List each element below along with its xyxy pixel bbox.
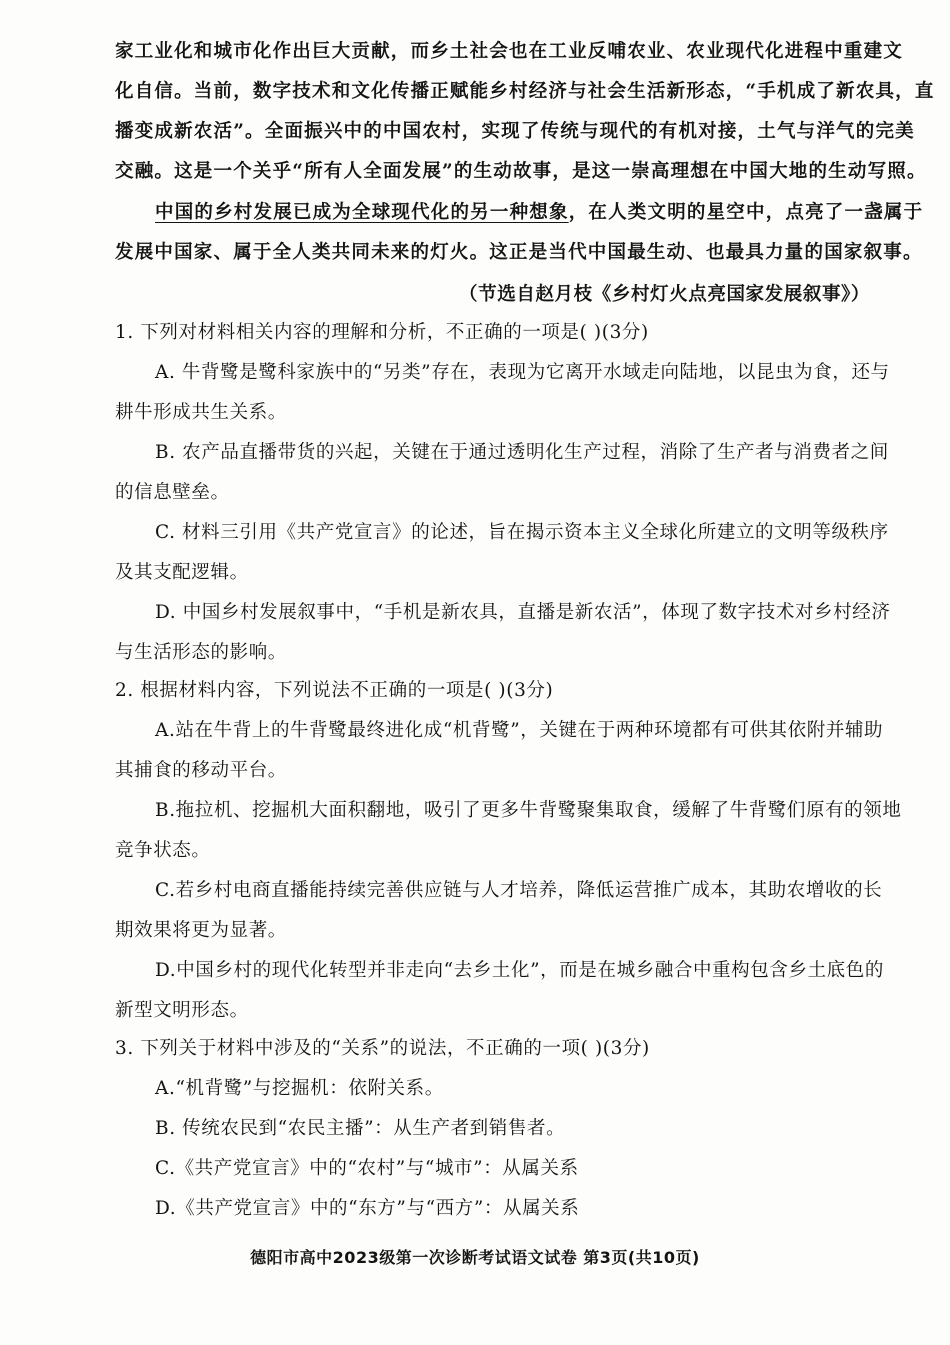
option-line: B. 农产品直播带货的兴起，关键在于通过透明化生产过程，消除了生产者与消费者之间 [155,442,889,463]
passage-line: 交融。这是一个关乎“所有人全面发展”的生动故事，是这一崇高理想在中国大地的生动写照。 [115,161,927,182]
option-line: 的信息壁垒。 [115,482,230,503]
option-line: A.站在牛背上的牛背鹭最终进化成“机背鹭”，关键在于两种环境都有可供其依附并辅助 [155,720,884,741]
option-line: 耕牛形成共生关系。 [115,402,287,423]
page-footer: 德阳市高中2023级第一次诊断考试语文试卷 第3页(共10页) [250,1248,700,1267]
option-line: C. 材料三引用《共产党宣言》的论述，旨在揭示资本主义全球化所建立的文明等级秩序 [155,522,889,543]
option-line: 期效果将更为显著。 [115,920,287,941]
question-stem: 3. 下列关于材料中涉及的“关系”的说法，不正确的一项( )(3分) [115,1038,650,1059]
option-line: B. 传统农民到“农民主播”：从生产者到销售者。 [155,1118,566,1139]
option-line: A.“机背鹭”与挖掘机：依附关系。 [155,1078,444,1099]
option-line: 其捕食的移动平台。 [115,760,287,781]
passage-line: 化自信。当前，数字技术和文化传播正赋能乡村经济与社会生活新形态，“手机成了新农具，直 [115,81,935,102]
question-stem: 2. 根据材料内容，下列说法不正确的一项是( )(3分) [115,680,554,701]
option-line: 与生活形态的影响。 [115,642,287,663]
option-line: A. 牛背鹭是鹭科家族中的“另类”存在，表现为它离开水域走向陆地，以昆虫为食，还与 [155,362,890,383]
option-line: C.若乡村电商直播能持续完善供应链与人才培养，降低运营推广成本，其助农增收的长 [155,880,883,901]
option-line: 及其支配逻辑。 [115,562,249,583]
option-line: D.《共产党宣言》中的“东方”与“西方”：从属关系 [155,1198,580,1219]
passage-line: 家工业化和城市化作出巨大贡献，而乡土社会也在工业反哺农业、农业现代化进程中重建文 [115,41,904,62]
question-stem: 1. 下列对材料相关内容的理解和分析，不正确的一项是( )(3分) [115,322,649,343]
option-line: 竞争状态。 [115,840,211,861]
passage-line: 发展中国家、属于全人类共同未来的灯火。这正是当代中国最生动、也最具力量的国家叙事。 [115,242,923,263]
option-line: C.《共产党宣言》中的“农村”与“城市”：从属关系 [155,1158,579,1179]
passage-line: 播变成新农活”。全面振兴中的中国农村，实现了传统与现代的有机对接，土气与洋气的完美 [115,121,915,142]
passage-source: （节选自赵月枝《乡村灯火点亮国家发展叙事》） [459,284,870,305]
option-line: B.拖拉机、挖掘机大面积翻地，吸引了更多牛背鹭聚集取食，缓解了牛背鹭们原有的领地 [155,800,902,821]
option-line: D.中国乡村的现代化转型并非走向“去乡土化”，而是在城乡融合中重构包含乡土底色的 [155,960,884,981]
passage-text: ，在人类文明的星空中，点亮了一盏属于 [568,202,924,223]
option-line: 新型文明形态。 [115,1000,249,1021]
passage-paragraph-start [155,201,924,225]
underlined-sentence: 中国的乡村发展已成为全球现代化的另一种想象 [155,202,569,223]
option-line: D. 中国乡村发展叙事中，“手机是新农具，直播是新农活”，体现了数字技术对乡村经济 [155,602,891,623]
